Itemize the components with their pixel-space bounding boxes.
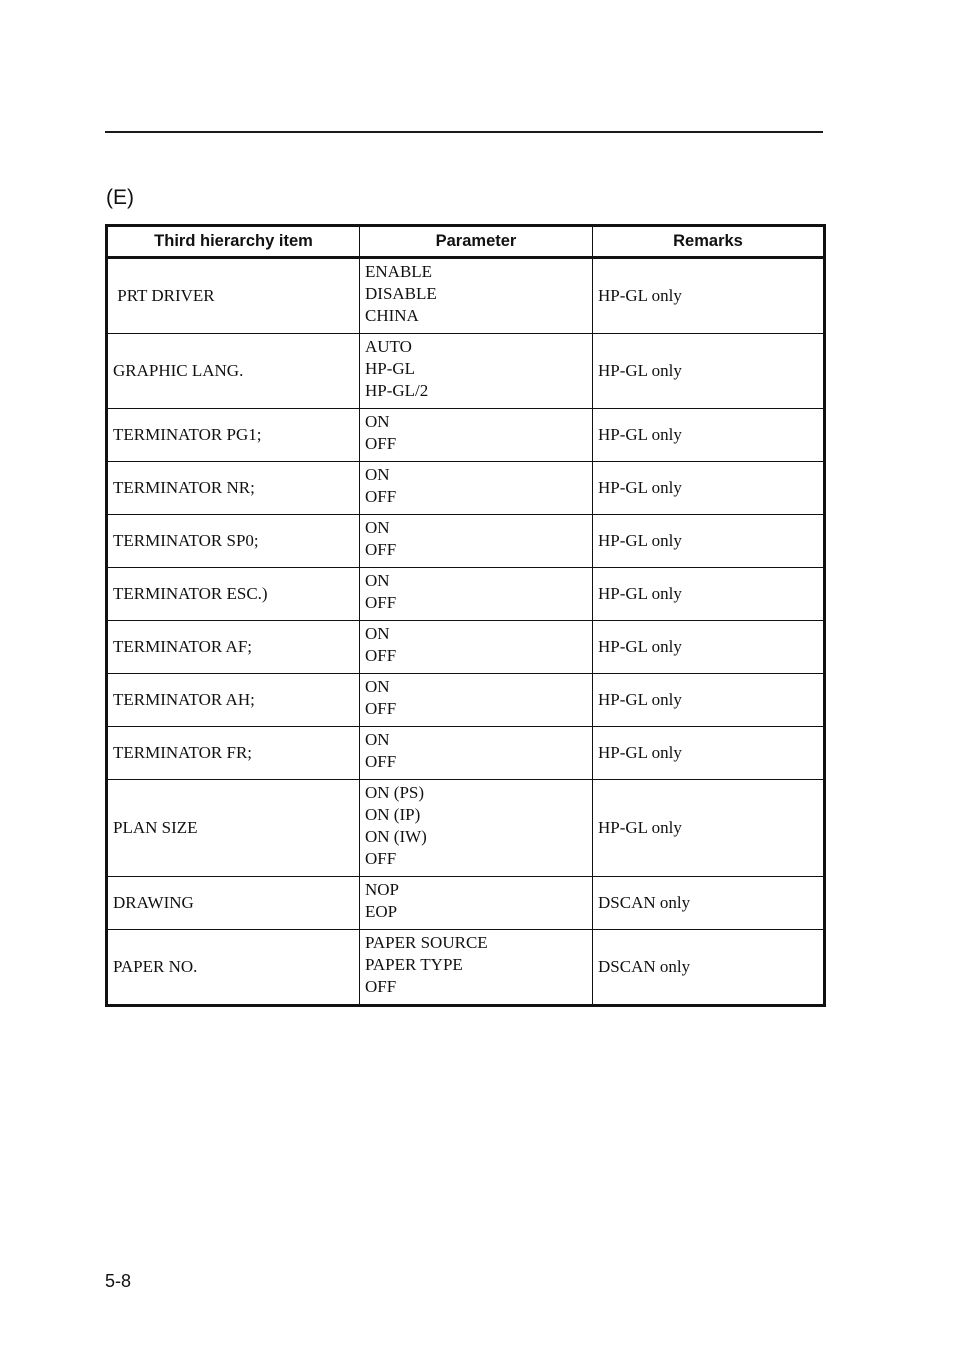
table-row: [107, 334, 825, 409]
table-row: [107, 462, 825, 515]
table-row: [107, 409, 825, 462]
parameter-option: AUTO: [365, 337, 412, 356]
parameter-option: OFF: [365, 540, 397, 559]
parameter-option: OFF: [365, 699, 397, 718]
parameter-option: OFF: [365, 434, 397, 453]
table-header-row: [107, 226, 825, 258]
section-label: (E): [106, 186, 134, 209]
item-cell: DRAWING: [107, 877, 360, 930]
table-row: [107, 621, 825, 674]
parameter-option: ON (IP): [365, 805, 421, 824]
parameter-cell: [360, 515, 593, 568]
item-cell: TERMINATOR AH;: [107, 674, 360, 727]
parameter-option: ON: [365, 518, 390, 537]
remarks-cell: HP-GL only: [593, 568, 825, 621]
remarks-cell: DSCAN only: [593, 877, 825, 930]
parameter-option: OFF: [365, 646, 397, 665]
parameter-option: OFF: [365, 752, 397, 771]
parameter-cell: [360, 334, 593, 409]
parameter-option: ON: [365, 624, 390, 643]
remarks-cell: DSCAN only: [593, 930, 825, 1006]
column-header-item: Third hierarchy item: [107, 226, 360, 258]
remarks-cell: HP-GL only: [593, 515, 825, 568]
parameter-option: ENABLE: [365, 262, 433, 281]
item-cell: TERMINATOR FR;: [107, 727, 360, 780]
item-cell: TERMINATOR SP0;: [107, 515, 360, 568]
table-row: [107, 727, 825, 780]
parameter-option: OFF: [365, 487, 397, 506]
table-row: [107, 258, 825, 334]
table-row: [107, 568, 825, 621]
remarks-cell: HP-GL only: [593, 780, 825, 877]
remarks-cell: HP-GL only: [593, 462, 825, 515]
parameter-option: OFF: [365, 977, 397, 996]
parameter-option: CHINA: [365, 306, 419, 325]
parameter-cell: [360, 727, 593, 780]
table-row: [107, 515, 825, 568]
item-cell: PLAN SIZE: [107, 780, 360, 877]
settings-table: [105, 224, 826, 1007]
item-cell: GRAPHIC LANG.: [107, 334, 360, 409]
parameter-option: DISABLE: [365, 284, 437, 303]
remarks-cell: HP-GL only: [593, 409, 825, 462]
parameter-cell: [360, 780, 593, 877]
remarks-cell: HP-GL only: [593, 258, 825, 334]
table-row: [107, 780, 825, 877]
column-header-parameter: Parameter: [360, 226, 593, 258]
parameter-cell: [360, 621, 593, 674]
parameter-option: HP-GL/2: [365, 381, 429, 400]
remarks-cell: HP-GL only: [593, 621, 825, 674]
parameter-cell: [360, 568, 593, 621]
item-cell: TERMINATOR AF;: [107, 621, 360, 674]
parameter-option: HP-GL: [365, 359, 416, 378]
parameter-cell: [360, 409, 593, 462]
parameter-option: NOP: [365, 880, 400, 899]
parameter-cell: [360, 674, 593, 727]
parameter-option: ON (IW): [365, 827, 427, 846]
page-number: 5-8: [105, 1271, 132, 1291]
parameter-option: ON: [365, 730, 390, 749]
parameter-option: EOP: [365, 902, 398, 921]
parameter-option: ON (PS): [365, 783, 425, 802]
remarks-cell: HP-GL only: [593, 727, 825, 780]
item-cell: TERMINATOR PG1;: [107, 409, 360, 462]
table-row: [107, 674, 825, 727]
parameter-option: PAPER SOURCE: [365, 933, 488, 952]
item-cell: PRT DRIVER: [107, 258, 360, 334]
top-rule: [105, 131, 823, 133]
parameter-option: PAPER TYPE: [365, 955, 463, 974]
remarks-cell: HP-GL only: [593, 334, 825, 409]
table-body: [107, 258, 825, 1006]
parameter-cell: [360, 930, 593, 1006]
parameter-option: OFF: [365, 849, 397, 868]
item-cell: TERMINATOR NR;: [107, 462, 360, 515]
remarks-cell: HP-GL only: [593, 674, 825, 727]
table-row: [107, 930, 825, 1006]
item-cell: TERMINATOR ESC.): [107, 568, 360, 621]
column-header-remarks: Remarks: [593, 226, 825, 258]
parameter-cell: [360, 877, 593, 930]
settings-table-container: [105, 224, 823, 1007]
parameter-option: ON: [365, 571, 390, 590]
table-row: [107, 877, 825, 930]
parameter-option: OFF: [365, 593, 397, 612]
parameter-option: ON: [365, 465, 390, 484]
parameter-option: ON: [365, 412, 390, 431]
parameter-option: ON: [365, 677, 390, 696]
parameter-cell: [360, 462, 593, 515]
item-cell: PAPER NO.: [107, 930, 360, 1006]
parameter-cell: [360, 258, 593, 334]
